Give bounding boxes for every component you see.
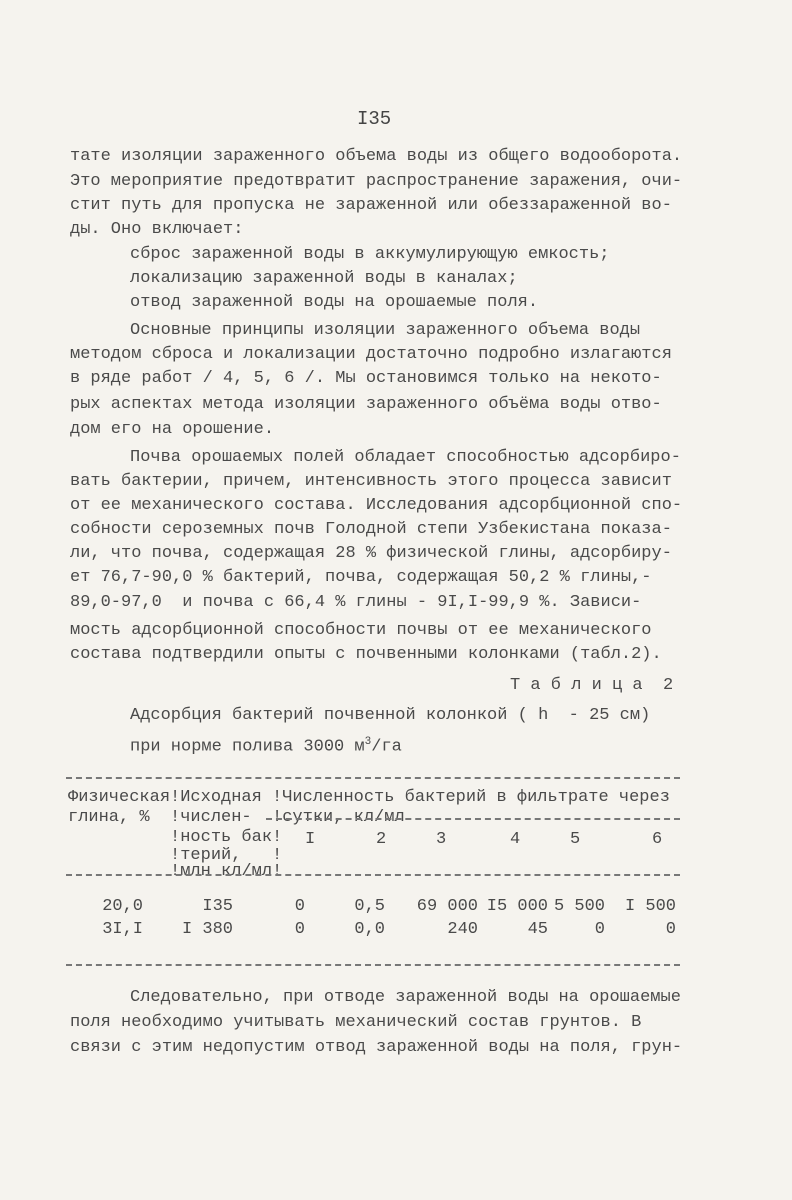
text-line: Это мероприятие предотвратит распространение заражения, очи- [70,172,683,191]
text-line: собности сероземных почв Голодной степи Узбекистана показа- [70,520,672,539]
table-caption-line2 [130,732,402,758]
text-line: мость адсорбционной способности почвы от ее механического [70,621,652,640]
caption-tail: /га [371,737,402,757]
table-rule-top [66,777,680,779]
text-line: тате изоляции зараженного объема воды из общего водооборота. [70,147,683,166]
day-header: 6 [652,830,663,849]
table-cell: 5 500 [553,897,605,916]
text-line: связи с этим недопустим отвод зараженной воды на поля, грун- [70,1038,683,1057]
text-line: отвод зараженной воды на орошаемые поля. [130,293,539,312]
text-line: рых аспектах метода изоляции зараженного объёма воды отво- [70,395,662,414]
day-header: 2 [376,830,387,849]
text-line: ет 76,7-90,0 % бактерий, почва, содержащая 50,2 % глины,- [70,568,652,587]
table-cell: 0 [594,920,605,939]
text-line: методом сброса и локализации достаточно подробно излагаются [70,345,672,364]
text-line: ды. Оно включает: [70,220,244,239]
text-line: поля необходимо учитывать механический состав грунтов. В [70,1013,642,1032]
table-cell: I 500 [624,897,676,916]
header-line: !терий, ! [68,846,283,865]
table-cell: 0 [665,920,676,939]
table-cell: 3I,I [102,920,143,939]
table-cell: 0 [294,920,305,939]
text-line: стит путь для пропуска не зараженной или обеззараженной во- [70,196,672,215]
header-line: Физическая!Исходная !Численность бактерий в фильтрате через [68,788,670,807]
text-line: ли, что почва, содержащая 28 % физической глины, адсорбиру- [70,544,672,563]
page-number: I35 [357,108,392,130]
table-caption-line1: Адсорбция бактерий почвенной колонкой ( h - 25 см) [130,706,651,725]
text-line: 89,0-97,0 и почва с 66,4 % глины - 9I,I-99,9 %. Зависи- [70,593,642,612]
text-line: в ряде работ / 4, 5, 6 /. Мы остановимся только на некото- [70,369,662,388]
day-header: 4 [510,830,521,849]
table-label: Т а б л и ц а 2 [510,676,674,695]
table-rule-sub [266,818,680,820]
table-cell: 0 [294,897,305,916]
table-cell: 20,0 [102,897,143,916]
text-line: локализацию зараженной воды в каналах; [130,269,518,288]
text-line: сброс зараженной воды в аккумулирующую емкость; [130,245,610,264]
table-cell: I 380 [181,920,233,939]
table-rule-bottom [66,964,680,966]
text-line: от ее механического состава. Исследования адсорбционной спо- [70,496,683,515]
table-rule-header [66,874,680,876]
text-line: Следовательно, при отводе зараженной воды на орошаемые [130,988,681,1007]
text-line: дом его на орошение. [70,420,275,439]
table-cell: 69 000 [416,897,478,916]
text-line: вать бактерии, причем, интенсивность этого процесса зависит [70,472,672,491]
caption-text: при норме полива 3000 м [130,737,365,757]
header-line: глина, % !числен- !сутки, кл/мл [68,808,405,827]
table-cell: I5 000 [486,897,548,916]
header-line: !ность бак! [68,828,283,847]
table-cell: 0,5 [354,897,385,916]
text-line: состава подтвердили опыты с почвенными колонками (табл.2). [70,645,662,664]
header-line: !млн кл/мл! [68,862,283,881]
text-line: Основные принципы изоляции зараженного объема воды [130,321,641,340]
table-cell: 45 [527,920,548,939]
table-cell: 0,0 [354,920,385,939]
day-header: 5 [570,830,581,849]
table-cell: 240 [447,920,478,939]
table-cell: I35 [202,897,233,916]
day-header: 3 [436,830,447,849]
text-line: Почва орошаемых полей обладает способностью адсорбиро- [130,448,681,467]
caption-superscript: 3 [364,736,372,748]
day-header: I [305,830,316,849]
